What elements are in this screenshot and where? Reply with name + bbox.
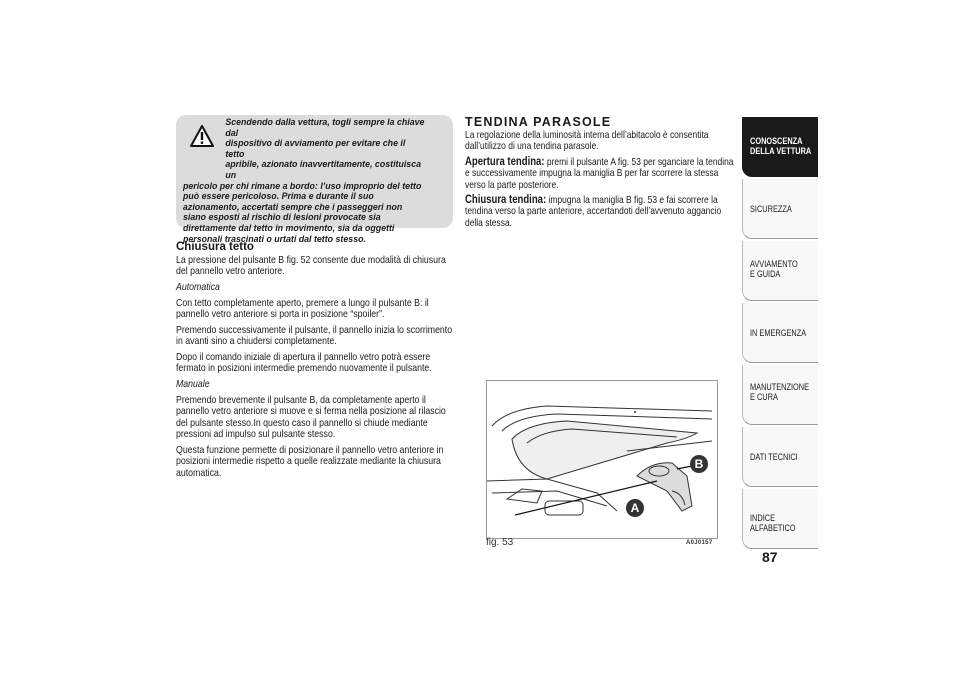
tab-label: DATI TECNICI — [750, 452, 798, 462]
figure-marker-a: A — [626, 499, 644, 517]
tab-label: AVVIAMENTO E GUIDA — [750, 259, 798, 279]
right-body — [465, 130, 739, 233]
warning-text: Scendendo dalla vettura, togli sempre la chiave dal dispositivo di avviamento per evitare che il tetto apribile, azionato inavvertitamente, costituisca un pericolo per chi rimane a bordo: l’uso improprio del tetto può essere pericoloso. Prima e durante il suo azionamento, accertati sempre che i passeggeri non siano esposti al rischio di lesioni provocate sia direttamente dal tetto in movimento, sia da oggetti personali trascinati o urtati dal tetto stesso. — [183, 117, 425, 245]
paragraph: Chiusura tendina: impugna la maniglia B fig. 53 e fai scorrere la tendina verso la parte anteriore, accertandoti dell’avvenuto aggancio della stessa. — [465, 194, 722, 229]
page-number: 87 — [762, 549, 778, 565]
left-body — [176, 255, 460, 483]
paragraph: Con tetto completamente aperto, premere a lungo il pulsante B: il pannello vetro anteriore si porta in posizione “spoiler”. — [176, 297, 429, 321]
tab-label: SICUREZZA — [750, 204, 792, 214]
section-subheading: Chiusura tetto — [176, 241, 254, 253]
sunshade-illustration — [487, 381, 717, 538]
paragraph: Dopo il comando iniziale di apertura il pannello vetro potrà essere fermato in posizioni intermedie premendo nuovamente il pulsante. — [176, 352, 432, 375]
tab-label: CONOSCENZA DELLA VETTURA — [750, 136, 812, 156]
tab-label: INDICE ALFABETICO — [750, 513, 796, 533]
tab-label: MANUTENZIONE E CURA — [750, 382, 810, 402]
paragraph: Apertura tendina: premi il pulsante A fig. 53 per sganciare la tendina e successivamente impugna la maniglia B per far scorrere la stessa verso la parte posteriore. — [465, 155, 734, 191]
figure-caption: fig. 53 — [486, 537, 514, 548]
tab-label: IN EMERGENZA — [750, 328, 807, 338]
paragraph: Premendo brevemente il pulsante B, da completamente aperto il pannello vetro anteriore si muove e si ferma nella posizione al rilascio del pulsante stesso.In questo caso il pannello si chiude mediante pressioni ad impulso sul pulsante stesso. — [176, 394, 446, 441]
figure-marker-b: B — [690, 455, 708, 473]
figure-code: A0J0157 — [686, 540, 713, 546]
paragraph-italic: Automatica — [176, 282, 220, 294]
section-heading: TENDINA PARASOLE — [465, 115, 612, 129]
paragraph: Premendo successivamente il pulsante, il pannello inizia lo scorrimento in avanti sino a chiudersi completamente. — [176, 324, 453, 348]
paragraph: La pressione del pulsante B fig. 52 consente due modalità di chiusura del pannello vetro anteriore. — [176, 255, 446, 278]
paragraph: Questa funzione permette di posizionare il pannello vetro anteriore in posizioni intermedie rispetto a quelle realizzate mediante la chiusura automatica. — [176, 444, 444, 479]
paragraph-italic: Manuale — [176, 379, 210, 391]
figure-53 — [486, 380, 718, 539]
paragraph: La regolazione della luminosità interna dell’abitacolo è consentita dall’utilizzo di una tendina parasole. — [465, 130, 709, 153]
